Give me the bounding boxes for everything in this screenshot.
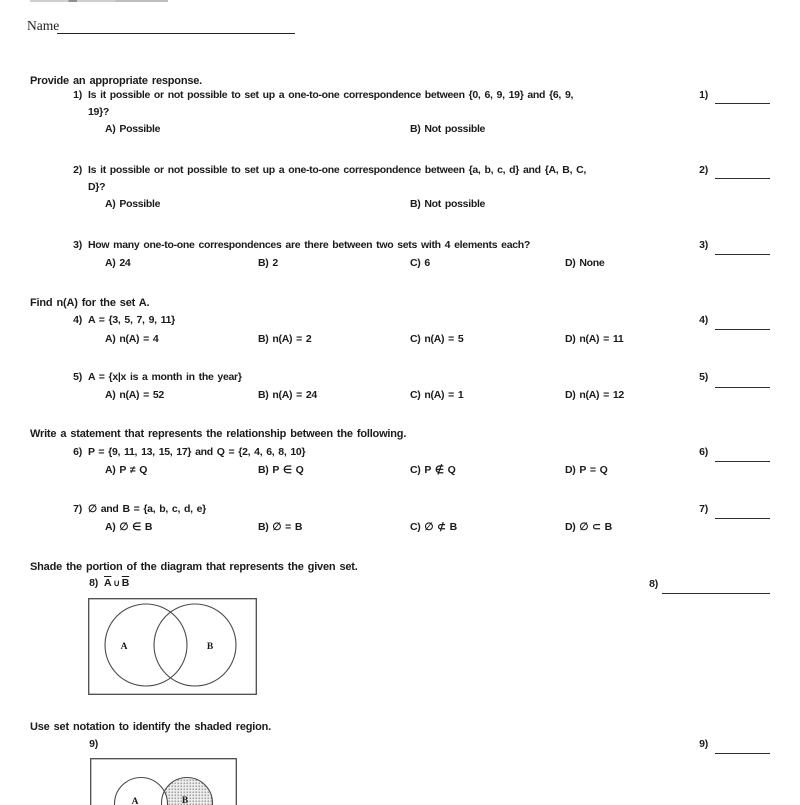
circle-a-label: A xyxy=(131,797,139,805)
question-6-option-a: A) P ≠ Q xyxy=(105,464,148,476)
question-2-text: Is it possible or not possible to set up a one-to-one correspondence between {a, b, c, d} and {A, B, C, xyxy=(88,164,587,176)
question-7-option-c: C) ∅ ⊄ B xyxy=(410,521,457,533)
question-5-option-c: C) n(A) = 1 xyxy=(410,389,464,401)
question-4-number: 4) xyxy=(73,314,82,326)
question-8-expression xyxy=(104,577,129,589)
question-3-text: How many one-to-one correspondences are there between two sets with 4 elements each? xyxy=(88,239,531,251)
set-a-complement: $\overline{A}$ xyxy=(104,577,112,589)
set-b-complement: $\overline{B}$ xyxy=(121,577,130,589)
question-3-number: 3) xyxy=(73,239,82,251)
answer-blank-5[interactable] xyxy=(715,387,770,388)
question-4-option-d: D) n(A) = 11 xyxy=(565,333,624,345)
answer-number-4: 4) xyxy=(699,314,708,326)
section-heading-relationship: Write a statement that represents the relationship between the following. xyxy=(30,428,407,440)
answer-blank-7[interactable] xyxy=(715,518,770,519)
question-7-option-d: D) ∅ ⊂ B xyxy=(565,521,612,533)
answer-blank-8[interactable] xyxy=(662,593,770,594)
answer-number-9: 9) xyxy=(699,738,708,750)
name-blank-line[interactable] xyxy=(57,33,295,34)
question-3-option-d: D) None xyxy=(565,257,605,269)
question-9-number: 9) xyxy=(89,738,98,750)
answer-number-8: 8) xyxy=(649,578,658,590)
question-5-option-d: D) n(A) = 12 xyxy=(565,389,624,401)
question-6-option-b: B) P ∈ Q xyxy=(258,464,304,476)
circle-a xyxy=(115,778,168,805)
question-7-option-b: B) ∅ = B xyxy=(258,521,303,533)
section-heading-shade: Shade the portion of the diagram that represents the given set. xyxy=(30,561,358,573)
question-4-option-c: C) n(A) = 5 xyxy=(410,333,464,345)
answer-number-2: 2) xyxy=(699,164,708,176)
question-6-option-d: D) P = Q xyxy=(565,464,608,476)
question-5-option-b: B) n(A) = 24 xyxy=(258,389,317,401)
question-1-option-a: A) Possible xyxy=(105,123,161,135)
circle-b[interactable] xyxy=(154,604,236,686)
answer-blank-3[interactable] xyxy=(715,254,770,255)
answer-number-5: 5) xyxy=(699,371,708,383)
question-3-option-b: B) 2 xyxy=(258,257,278,269)
question-6-number: 6) xyxy=(73,446,82,458)
question-2-number: 2) xyxy=(73,164,82,176)
question-1-text: Is it possible or not possible to set up a one-to-one correspondence between {0, 6, 9, 19} and {6, 9, xyxy=(88,89,574,101)
venn-diagram-question-9 xyxy=(90,758,237,805)
answer-number-3: 3) xyxy=(699,239,708,251)
question-5-option-a: A) n(A) = 52 xyxy=(105,389,164,401)
question-3-option-c: C) 6 xyxy=(410,257,430,269)
answer-number-7: 7) xyxy=(699,503,708,515)
question-4-text: A = {3, 5, 7, 9, 11} xyxy=(88,314,175,326)
question-6-text: P = {9, 11, 13, 15, 17} and Q = {2, 4, 6, 8, 10} xyxy=(88,446,306,458)
answer-blank-9[interactable] xyxy=(715,753,770,754)
answer-number-1: 1) xyxy=(699,89,708,101)
venn-diagram-question-8 xyxy=(88,598,257,695)
section-heading-find-na: Find n(A) for the set A. xyxy=(30,297,150,309)
circle-a-label: A xyxy=(120,642,128,652)
question-3-option-a: A) 24 xyxy=(105,257,131,269)
question-6-option-c: C) P ∉ Q xyxy=(410,464,456,476)
question-4-option-b: B) n(A) = 2 xyxy=(258,333,312,345)
question-8-number: 8) xyxy=(89,577,98,589)
answer-blank-2[interactable] xyxy=(715,178,770,179)
question-4-option-a: A) n(A) = 4 xyxy=(105,333,159,345)
answer-number-6: 6) xyxy=(699,446,708,458)
question-7-option-a: A) ∅ ∈ B xyxy=(105,521,153,533)
circle-b-label: B xyxy=(206,642,214,652)
circle-b-label: B xyxy=(181,796,189,805)
answer-blank-6[interactable] xyxy=(715,461,770,462)
cropped-title-fragment xyxy=(30,0,168,2)
question-1-number: 1) xyxy=(73,89,82,101)
question-7-text: ∅ and B = {a, b, c, d, e} xyxy=(88,503,206,515)
circle-a[interactable] xyxy=(105,604,187,686)
section-heading-set-notation: Use set notation to identify the shaded region. xyxy=(30,721,272,733)
question-2-text-wrap: D}? xyxy=(88,181,106,193)
question-2-option-a: A) Possible xyxy=(105,198,161,210)
question-1-option-b: B) Not possible xyxy=(410,123,486,135)
union-operator: ∪ xyxy=(113,578,120,588)
question-7-number: 7) xyxy=(73,503,82,515)
answer-blank-1[interactable] xyxy=(715,103,770,104)
question-1-text-wrap: 19}? xyxy=(88,106,109,118)
question-5-number: 5) xyxy=(73,371,82,383)
name-label: Name xyxy=(27,18,60,33)
section-heading-response: Provide an appropriate response. xyxy=(30,75,203,87)
question-2-option-b: B) Not possible xyxy=(410,198,486,210)
question-5-text: A = {x|x is a month in the year} xyxy=(88,371,242,383)
answer-blank-4[interactable] xyxy=(715,329,770,330)
